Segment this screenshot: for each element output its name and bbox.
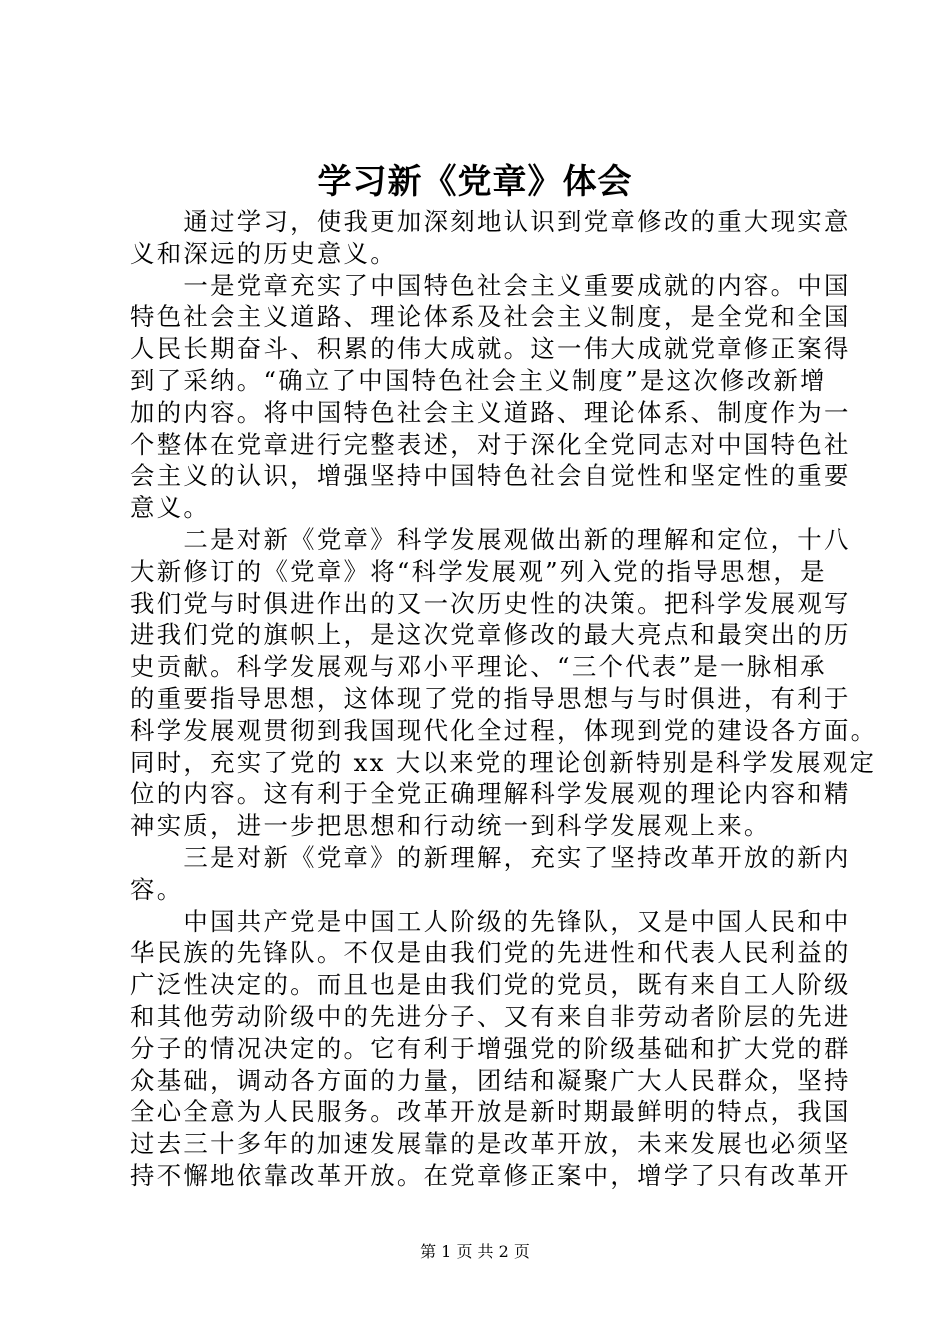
body-line: 华民族的先锋队。不仅是由我们党的先进性和代表人民利益的 bbox=[130, 938, 851, 968]
body-line: 我们党与时俱进作出的又一次历史性的决策。把科学发展观写 bbox=[130, 588, 851, 618]
body-line: 容。 bbox=[130, 874, 184, 904]
body-line: 大新修订的《党章》将“科学发展观”列入党的指导思想，是 bbox=[130, 556, 827, 586]
page-number-footer: 第 1 页 共 2 页 bbox=[420, 1242, 530, 1261]
body-line: 通过学习，使我更加深刻地认识到党章修改的重大现实意 bbox=[130, 207, 851, 236]
body-line: 一是党章充实了中国特色社会主义重要成就的内容。中国 bbox=[130, 270, 851, 300]
body-line: 中国共产党是中国工人阶级的先锋队，又是中国人民和中 bbox=[130, 906, 851, 936]
body-line: 到了采纳。“确立了中国特色社会主义制度”是这次修改新增 bbox=[130, 365, 827, 395]
body-line: 科学发展观贯彻到我国现代化全过程，体现到党的建设各方面。 bbox=[130, 715, 878, 745]
document-body bbox=[130, 206, 878, 1192]
body-line: 持不懈地依靠改革开放。在党章修正案中，增学了只有改革开 bbox=[130, 1160, 851, 1190]
body-line: 进我们党的旗帜上，是这次党章修改的最大亮点和最突出的历 bbox=[130, 620, 851, 650]
body-line: 加的内容。将中国特色社会主义道路、理论体系、制度作为一 bbox=[130, 397, 851, 427]
body-line: 位的内容。这有利于全党正确理解科学发展观的理论内容和精 bbox=[130, 779, 851, 809]
body-line: 会主义的认识，增强坚持中国特色社会自觉性和坚定性的重要 bbox=[130, 461, 851, 491]
body-line: 个整体在党章进行完整表述，对于深化全党同志对中国特色社 bbox=[130, 429, 851, 459]
body-line: 全心全意为人民服务。改革开放是新时期最鲜明的特点，我国 bbox=[130, 1097, 851, 1127]
body-line: 神实质，进一步把思想和行动统一到科学发展观上来。 bbox=[130, 811, 771, 841]
body-line: 史贡献。科学发展观与邓小平理论、“三个代表”是一脉相承 bbox=[130, 652, 827, 682]
body-line: 广泛性决定的。而且也是由我们党的党员，既有来自工人阶级 bbox=[130, 970, 851, 1000]
body-line: 特色社会主义道路、理论体系及社会主义制度，是全党和全国 bbox=[130, 302, 851, 332]
body-line: 和其他劳动阶级中的先进分子、又有来自非劳动者阶层的先进 bbox=[130, 1001, 851, 1031]
body-line: 分子的情况决定的。它有利于增强党的阶级基础和扩大党的群 bbox=[130, 1033, 851, 1063]
body-line: 过去三十多年的加速发展靠的是改革开放，未来发展也必须坚 bbox=[130, 1129, 851, 1159]
body-line: 三是对新《党章》的新理解，充实了坚持改革开放的新内 bbox=[130, 842, 851, 872]
body-line: 同时，充实了党的 xx 大以来党的理论创新特别是科学发展观定 bbox=[130, 747, 877, 777]
document-title: 学习新《党章》体会 bbox=[317, 162, 633, 202]
body-line: 义和深远的历史意义。 bbox=[130, 238, 397, 268]
body-line: 意义。 bbox=[130, 493, 211, 523]
body-line: 人民长期奋斗、积累的伟大成就。这一伟大成就党章修正案得 bbox=[130, 334, 851, 364]
body-line: 众基础，调动各方面的力量，团结和凝聚广大人民群众，坚持 bbox=[130, 1065, 851, 1095]
body-line: 的重要指导思想，这体现了党的指导思想与与时俱进，有利于 bbox=[130, 683, 851, 713]
body-line: 二是对新《党章》科学发展观做出新的理解和定位，十八 bbox=[130, 524, 851, 554]
